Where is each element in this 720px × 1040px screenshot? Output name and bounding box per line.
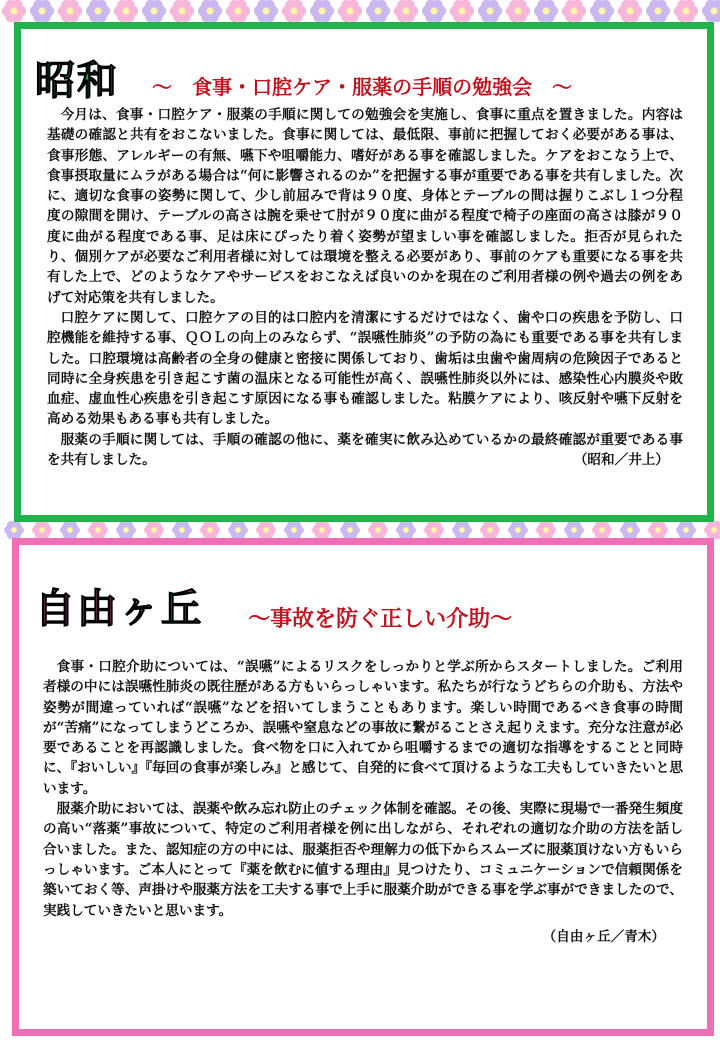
showa-subtitle: ～ 食事・口腔ケア・服薬の手順の勉強会 ～	[152, 75, 573, 99]
flower-border-middle	[0, 520, 720, 540]
showa-section	[14, 22, 714, 522]
showa-paragraph-text: 服薬の手順に関しては、手順の確認の他に、薬を確実に飲み込めているかの最終確認が重要である事を共有しました。	[47, 431, 683, 469]
flower-icon	[142, 0, 166, 22]
flower-icon	[620, 521, 640, 539]
flower-icon	[648, 521, 668, 539]
flower-icon	[256, 521, 276, 539]
flower-icon	[702, 0, 720, 22]
flower-icon	[170, 0, 194, 22]
flower-icon	[340, 521, 360, 539]
flower-icon	[282, 0, 306, 22]
flower-icon	[396, 521, 416, 539]
flower-icon	[618, 0, 642, 22]
flower-icon	[450, 0, 474, 22]
flower-icon	[312, 521, 332, 539]
jiyugaoka-signature: （自由ヶ丘／青木）	[542, 928, 665, 945]
flower-icon	[114, 0, 138, 22]
flower-icon	[200, 521, 220, 539]
flower-icon	[480, 521, 500, 539]
flower-icon	[674, 0, 698, 22]
flower-icon	[366, 0, 390, 22]
flower-icon	[536, 521, 556, 539]
flower-icon	[592, 521, 612, 539]
flower-icon	[506, 0, 530, 22]
flower-icon	[226, 0, 250, 22]
showa-place-name: 昭和	[35, 57, 119, 104]
jiyugaoka-subtitle: ～事故を防ぐ正しい介助～	[248, 606, 513, 632]
flower-icon	[4, 521, 24, 539]
flower-icon	[310, 0, 334, 22]
flower-icon	[422, 0, 446, 22]
jiyugaoka-place-name: 自由ヶ丘	[35, 585, 203, 632]
showa-heading	[35, 49, 572, 106]
flower-icon	[478, 0, 502, 22]
flower-icon	[590, 0, 614, 22]
flower-icon	[254, 0, 278, 22]
showa-paragraph	[47, 430, 683, 471]
showa-signature: （昭和／井上）	[573, 452, 669, 469]
jiyugaoka-paragraph: 服薬介助においては、誤薬や飲み忘れ防止のチェック体制を確認。その後、実際に現場で一番発生頻度の高い“落薬”事故について、特定のご利用者様を例に出しながら、それぞれの適切な介助の方法を話し合いました。また、認知症の方の中には、服薬拒否や理解力の低下からスムーズに服薬頂けない方もいらっしゃいます。ご本人にとって『薬を飲むに値する理由』見つけたり、コミュニケーションで信頼関係を築いておく等、声掛けや服薬方法を工夫する事で上手に服薬介助ができる事を学ぶ事ができましたので、実践していきたいと思います。	[43, 801, 683, 919]
jiyugaoka-paragraph: 食事・口腔介助については、“誤嚥”によるリスクをしっかりと学ぶ所からスタートしました。ご利用者様の中には誤嚥性肺炎の既往歴がある方もいらっしゃいます。私たちが行なうどちらの介助も、方法や姿勢が間違っていれば“誤嚥”などを招いてしまうこともあります。楽しい時間であるべき食事の時間が“苦痛”になってしまうどころか、誤嚥や窒息などの事故に繋がることさえ起りえます。充分な注意が必要であることを再認識しました。食べ物を口に入れてから咀嚼するまでの適切な指導をすることと同時に、『おいしい』『毎回の食事が楽しみ』と感じて、自発的に食べて頂けるような工夫もしていきたいと思います。	[43, 659, 683, 797]
flower-icon	[534, 0, 558, 22]
flower-border-top	[0, 0, 720, 24]
flower-icon	[424, 521, 444, 539]
flower-icon	[60, 521, 80, 539]
jiyugaoka-section	[12, 538, 714, 1036]
showa-paragraph: 今月は、食事・口腔ケア・服薬の手順に関しての勉強会を実施し、食事に重点を置きました。内容は基礎の確認と共有をおこないました。食事に関しては、最低限、事前に把握しておく必要がある事は、食事形態、アレルギーの有無、嚥下や咀嚼能力、嗜好がある事を確認しました。ケアをおこなう上で、食事摂取量にムラがある場合は“何に影響されるのか”を把握する事が重要である事を共有しました。次に、適切な食事の姿勢に関して、少し前屈みで背は９０度、身体とテーブルの間は握りこぶし１つ分程度の隙間を開け、テーブルの高さは腕を乗せて肘が９０度に曲がる程度で椅子の座面の高さは膝が９０度に曲がる程度である事、足は床にぴったり着く姿勢が望ましい事を確認しました。拒否が見られたり、個別ケアが必要なご利用者様に対しては環境を整える必要があり、事前のケアも重要になる事を共有した上で、どのようなケアやサービスをおこなえば良いのかを現在のご利用者様の例や過去の例をあげて対応策を共有しました。	[47, 107, 683, 306]
showa-article	[47, 105, 683, 470]
flower-icon	[676, 521, 696, 539]
jiyugaoka-heading	[35, 577, 512, 634]
flower-icon	[144, 521, 164, 539]
flower-icon	[394, 0, 418, 22]
flower-icon	[172, 521, 192, 539]
flower-icon	[338, 0, 362, 22]
flower-icon	[198, 0, 222, 22]
flower-icon	[2, 0, 26, 22]
flower-icon	[564, 521, 584, 539]
flower-icon	[704, 521, 720, 539]
flower-icon	[30, 0, 54, 22]
flower-icon	[116, 521, 136, 539]
flower-icon	[368, 521, 388, 539]
flower-icon	[284, 521, 304, 539]
flower-icon	[88, 521, 108, 539]
flower-icon	[646, 0, 670, 22]
jiyugaoka-article	[43, 657, 683, 947]
flower-icon	[508, 521, 528, 539]
flower-icon	[86, 0, 110, 22]
flower-icon	[32, 521, 52, 539]
flower-icon	[228, 521, 248, 539]
flower-icon	[58, 0, 82, 22]
flower-icon	[562, 0, 586, 22]
flower-icon	[452, 521, 472, 539]
showa-paragraph: 口腔ケアに関して、口腔ケアの目的は口腔内を清潔にするだけではなく、歯や口の疾患を予防し、口腔機能を維持する事、ＱＯＬの向上のみならず、“誤嚥性肺炎”の予防の為にも重要である事を共有しました。口腔環境は高齢者の全身の健康と密接に関係しており、歯垢は虫歯や歯周病の危険因子であると同時に全身疾患を引き起こす菌の温床となる可能性が高く、誤嚥性肺炎以外には、感染性心内膜炎や敗血症、虚血性心疾患を引き起こす原因になる事も確認しました。粘膜ケアにより、咳反射や嚥下反射を高める効果もある事も共有しました。	[47, 309, 683, 428]
